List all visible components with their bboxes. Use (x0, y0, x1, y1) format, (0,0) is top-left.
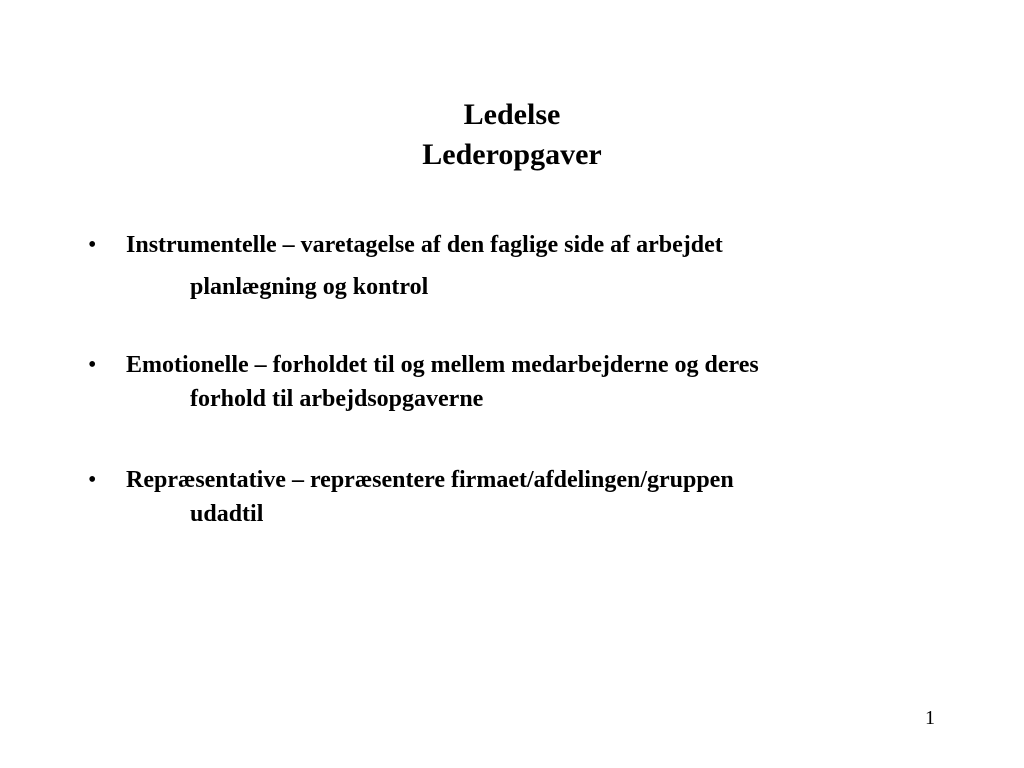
bullet-item-emotionelle (88, 348, 948, 416)
bullet-text: Instrumentelle – varetagelse af den faglige side af arbejdet (126, 232, 723, 258)
bullet-icon: • (88, 232, 97, 258)
bullet-icon: • (88, 467, 97, 493)
title-line-2: Lederopgaver (422, 138, 602, 171)
bullet-icon: • (88, 352, 97, 378)
bullet-continuation: forhold til arbejdsopgaverne (190, 386, 484, 412)
bullet-text: Repræsentative – repræsentere firmaet/afdelingen/gruppen (126, 467, 734, 493)
bullet-item-repraesentative (88, 463, 948, 531)
page-number: 1 (925, 707, 935, 729)
bullet-list (88, 228, 948, 578)
bullet-text: Emotionelle – forholdet til og mellem medarbejderne og deres (126, 352, 759, 378)
title-line-1: Ledelse (463, 98, 561, 131)
bullet-subtext: planlægning og kontrol (190, 274, 429, 300)
bullet-continuation: udadtil (190, 501, 264, 527)
bullet-item-instrumentelle (88, 228, 948, 304)
slide-title (0, 95, 1024, 175)
